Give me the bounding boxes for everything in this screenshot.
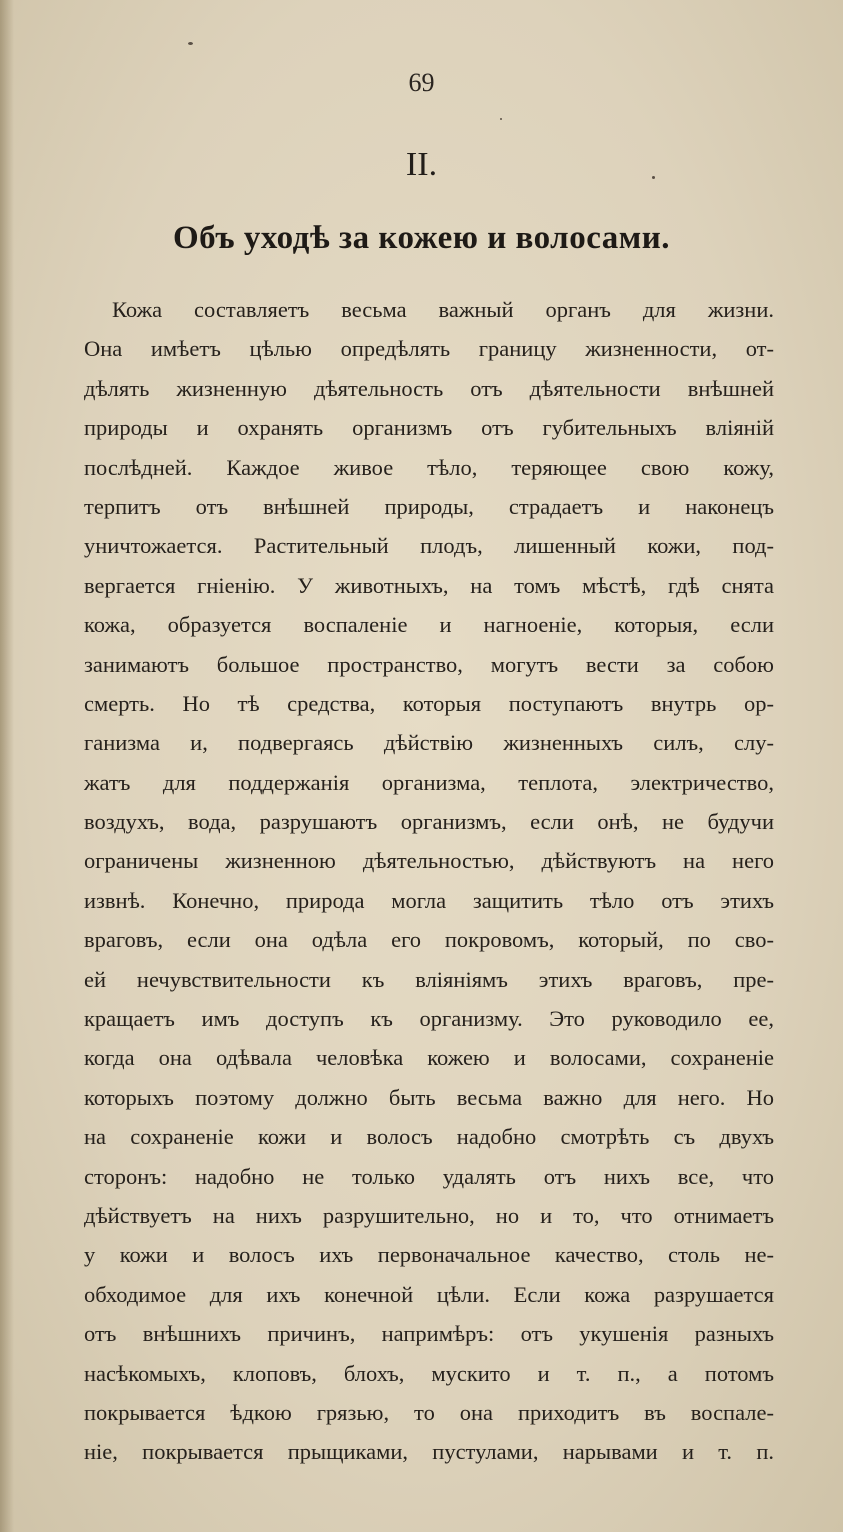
text-line: враговъ, если она одѣла его покровомъ, который, по сво- bbox=[84, 927, 774, 953]
ink-speck bbox=[188, 42, 193, 45]
text-line: когда она одѣвала человѣка кожею и волосами, сохраненіе bbox=[84, 1045, 774, 1071]
text-line: насѣкомыхъ, клоповъ, блохъ, мускито и т. п., а потомъ bbox=[84, 1360, 774, 1386]
text-line: уничтожается. Растительный плодъ, лишенный кожи, под- bbox=[84, 533, 774, 559]
text-line: сторонъ: надобно не только удалять отъ нихъ все, что bbox=[84, 1163, 774, 1189]
text-line: жатъ для поддержанія организма, теплота, электричество, bbox=[84, 769, 774, 795]
body-paragraph bbox=[84, 290, 774, 1472]
text-line: смерть. Но тѣ средства, которыя поступаютъ внутрь ор- bbox=[84, 690, 774, 716]
text-line: природы и охранять организмъ отъ губительныхъ вліяній bbox=[84, 415, 774, 441]
text-line: кращаетъ имъ доступъ къ организму. Это руководило ее, bbox=[84, 1006, 774, 1032]
text-line: ніе, покрывается прыщиками, пустулами, нарывами и т. п. bbox=[84, 1439, 774, 1465]
text-line: занимаютъ большое пространство, могутъ вести за собою bbox=[84, 651, 774, 677]
text-line: послѣдней. Каждое живое тѣло, теряющее свою кожу, bbox=[84, 454, 774, 480]
ink-speck bbox=[500, 118, 502, 120]
page-number: 69 bbox=[408, 68, 435, 97]
text-line: обходимое для ихъ конечной цѣли. Если кожа разрушается bbox=[84, 1281, 774, 1307]
text-line: которыхъ поэтому должно быть весьма важно для него. Но bbox=[84, 1084, 774, 1110]
text-line: дѣйствуетъ на нихъ разрушительно, но и то, что отнимаетъ bbox=[84, 1202, 774, 1228]
text-line: вергается гніенію. У животныхъ, на томъ мѣстѣ, гдѣ снята bbox=[84, 572, 774, 598]
text-line: отъ внѣшнихъ причинъ, напримѣръ: отъ укушенія разныхъ bbox=[84, 1321, 774, 1347]
text-line: воздухъ, вода, разрушаютъ организмъ, если онѣ, не будучи bbox=[84, 809, 774, 835]
chapter-number: II. bbox=[405, 146, 438, 183]
text-line: у кожи и волосъ ихъ первоначальное качество, столь не- bbox=[84, 1242, 774, 1268]
text-line: Кожа составляетъ весьма важный органъ для жизни. bbox=[112, 297, 774, 322]
text-line: дѣлять жизненную дѣятельность отъ дѣятельности внѣшней bbox=[84, 375, 774, 401]
text-line: покрывается ѣдкою грязью, то она приходитъ въ воспале- bbox=[84, 1399, 774, 1425]
text-line: терпитъ отъ внѣшней природы, страдаетъ и наконецъ bbox=[84, 493, 774, 519]
text-line: ей нечувствительности къ вліяніямъ этихъ враговъ, пре- bbox=[84, 966, 774, 992]
text-line: ганизма и, подвергаясь дѣйствію жизненныхъ силъ, слу- bbox=[84, 730, 774, 756]
text-line: кожа, образуется воспаленіе и нагноеніе, которыя, если bbox=[84, 612, 774, 638]
text-line: ограничены жизненною дѣятельностью, дѣйствуютъ на него bbox=[84, 848, 774, 874]
text-line: Она имѣетъ цѣлью опредѣлять границу жизненности, от- bbox=[84, 336, 774, 362]
section-heading: Объ уходѣ за кожею и волосами. bbox=[173, 220, 670, 256]
text-line: на сохраненіе кожи и волосъ надобно смотрѣть съ двухъ bbox=[84, 1124, 774, 1150]
text-line: извнѣ. Конечно, природа могла защитить тѣло отъ этихъ bbox=[84, 887, 774, 913]
